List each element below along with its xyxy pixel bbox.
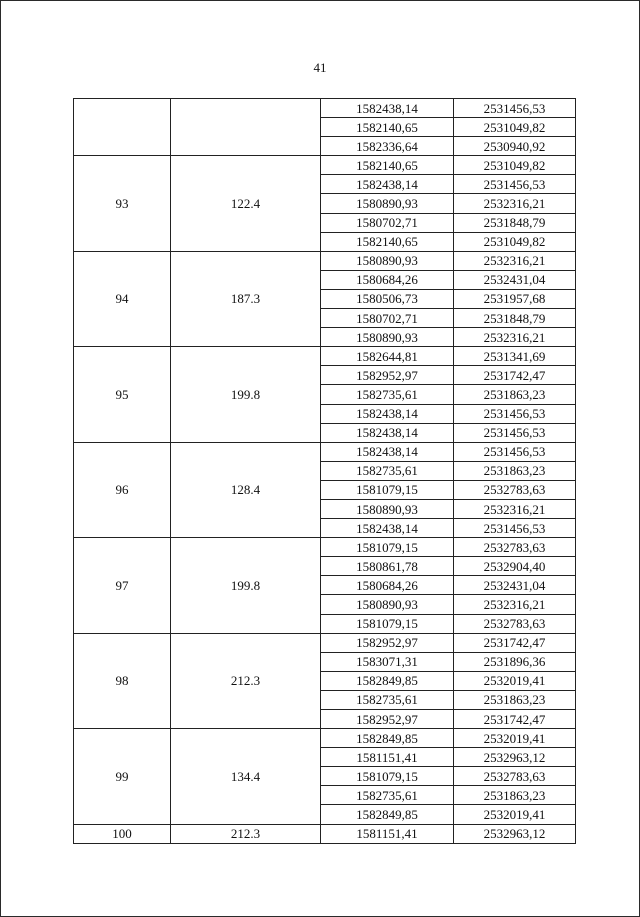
plot-number-cell: 99 <box>74 729 171 824</box>
y-coordinate-cell: 2531742,47 <box>454 366 576 385</box>
x-coordinate-cell: 1582438,14 <box>321 423 454 442</box>
table-row <box>74 824 576 843</box>
x-coordinate-cell: 1582849,85 <box>321 805 454 824</box>
x-coordinate-cell: 1582849,85 <box>321 729 454 748</box>
area-cell: 212.3 <box>171 633 321 728</box>
y-coordinate-cell: 2531863,23 <box>454 690 576 709</box>
x-coordinate-cell: 1582849,85 <box>321 671 454 690</box>
y-coordinate-cell: 2531742,47 <box>454 710 576 729</box>
x-coordinate-cell: 1582438,14 <box>321 404 454 423</box>
y-coordinate-cell: 2531896,36 <box>454 652 576 671</box>
y-coordinate-cell: 2531456,53 <box>454 175 576 194</box>
x-coordinate-cell: 1582438,14 <box>321 442 454 461</box>
table-row <box>74 442 576 461</box>
plot-number-cell: 100 <box>74 824 171 843</box>
y-coordinate-cell: 2531049,82 <box>454 156 576 175</box>
y-coordinate-cell: 2532316,21 <box>454 328 576 347</box>
x-coordinate-cell: 1580861,78 <box>321 557 454 576</box>
x-coordinate-cell: 1582438,14 <box>321 175 454 194</box>
plot-number-cell: 95 <box>74 347 171 442</box>
x-coordinate-cell: 1581079,15 <box>321 538 454 557</box>
y-coordinate-cell: 2532316,21 <box>454 595 576 614</box>
x-coordinate-cell: 1581079,15 <box>321 767 454 786</box>
y-coordinate-cell: 2531456,53 <box>454 404 576 423</box>
x-coordinate-cell: 1580702,71 <box>321 213 454 232</box>
y-coordinate-cell: 2532019,41 <box>454 671 576 690</box>
table-row <box>74 251 576 270</box>
x-coordinate-cell: 1580684,26 <box>321 270 454 289</box>
y-coordinate-cell: 2531456,53 <box>454 99 576 118</box>
table-row <box>74 99 576 118</box>
y-coordinate-cell: 2532431,04 <box>454 270 576 289</box>
table-row <box>74 729 576 748</box>
x-coordinate-cell: 1582438,14 <box>321 519 454 538</box>
y-coordinate-cell: 2532316,21 <box>454 194 576 213</box>
x-coordinate-cell: 1581151,41 <box>321 824 454 843</box>
x-coordinate-cell: 1580702,71 <box>321 309 454 328</box>
plot-number-cell: 93 <box>74 156 171 251</box>
x-coordinate-cell: 1580890,93 <box>321 328 454 347</box>
y-coordinate-cell: 2531848,79 <box>454 309 576 328</box>
y-coordinate-cell: 2531049,82 <box>454 232 576 251</box>
y-coordinate-cell: 2531456,53 <box>454 423 576 442</box>
y-coordinate-cell: 2531742,47 <box>454 633 576 652</box>
x-coordinate-cell: 1582952,97 <box>321 710 454 729</box>
y-coordinate-cell: 2531456,53 <box>454 519 576 538</box>
x-coordinate-cell: 1582336,64 <box>321 137 454 156</box>
x-coordinate-cell: 1582735,61 <box>321 690 454 709</box>
x-coordinate-cell: 1580890,93 <box>321 194 454 213</box>
y-coordinate-cell: 2532963,12 <box>454 824 576 843</box>
x-coordinate-cell: 1581151,41 <box>321 748 454 767</box>
table-row <box>74 538 576 557</box>
x-coordinate-cell: 1582140,65 <box>321 156 454 175</box>
x-coordinate-cell: 1582140,65 <box>321 118 454 137</box>
y-coordinate-cell: 2531456,53 <box>454 442 576 461</box>
area-cell: 128.4 <box>171 442 321 537</box>
x-coordinate-cell: 1582952,97 <box>321 633 454 652</box>
area-cell: 122.4 <box>171 156 321 251</box>
page-number: 41 <box>313 60 327 75</box>
x-coordinate-cell: 1580890,93 <box>321 499 454 518</box>
plot-number-cell: 98 <box>74 633 171 728</box>
area-cell: 187.3 <box>171 251 321 346</box>
x-coordinate-cell: 1581079,15 <box>321 614 454 633</box>
y-coordinate-cell: 2532316,21 <box>454 251 576 270</box>
x-coordinate-cell: 1583071,31 <box>321 652 454 671</box>
y-coordinate-cell: 2532431,04 <box>454 576 576 595</box>
area-cell: 134.4 <box>171 729 321 824</box>
x-coordinate-cell: 1580890,93 <box>321 595 454 614</box>
y-coordinate-cell: 2530940,92 <box>454 137 576 156</box>
y-coordinate-cell: 2532783,63 <box>454 767 576 786</box>
y-coordinate-cell: 2531863,23 <box>454 786 576 805</box>
y-coordinate-cell: 2532963,12 <box>454 748 576 767</box>
y-coordinate-cell: 2532783,63 <box>454 480 576 499</box>
table-row <box>74 156 576 175</box>
area-cell: 199.8 <box>171 347 321 442</box>
x-coordinate-cell: 1582735,61 <box>321 461 454 480</box>
y-coordinate-cell: 2532783,63 <box>454 538 576 557</box>
y-coordinate-cell: 2532316,21 <box>454 499 576 518</box>
x-coordinate-cell: 1582735,61 <box>321 786 454 805</box>
x-coordinate-cell: 1580506,73 <box>321 289 454 308</box>
coordinates-table-body <box>74 99 576 844</box>
table-row <box>74 633 576 652</box>
plot-number-cell <box>74 99 171 156</box>
x-coordinate-cell: 1582735,61 <box>321 385 454 404</box>
coordinates-table <box>73 98 576 844</box>
plot-number-cell: 96 <box>74 442 171 537</box>
y-coordinate-cell: 2531863,23 <box>454 461 576 480</box>
y-coordinate-cell: 2532019,41 <box>454 805 576 824</box>
area-cell <box>171 99 321 156</box>
y-coordinate-cell: 2531957,68 <box>454 289 576 308</box>
y-coordinate-cell: 2531863,23 <box>454 385 576 404</box>
y-coordinate-cell: 2531341,69 <box>454 347 576 366</box>
x-coordinate-cell: 1582952,97 <box>321 366 454 385</box>
x-coordinate-cell: 1580890,93 <box>321 251 454 270</box>
y-coordinate-cell: 2531848,79 <box>454 213 576 232</box>
x-coordinate-cell: 1580684,26 <box>321 576 454 595</box>
x-coordinate-cell: 1581079,15 <box>321 480 454 499</box>
y-coordinate-cell: 2531049,82 <box>454 118 576 137</box>
x-coordinate-cell: 1582644,81 <box>321 347 454 366</box>
area-cell: 199.8 <box>171 538 321 633</box>
plot-number-cell: 94 <box>74 251 171 346</box>
x-coordinate-cell: 1582140,65 <box>321 232 454 251</box>
y-coordinate-cell: 2532904,40 <box>454 557 576 576</box>
area-cell: 212.3 <box>171 824 321 843</box>
y-coordinate-cell: 2532019,41 <box>454 729 576 748</box>
y-coordinate-cell: 2532783,63 <box>454 614 576 633</box>
plot-number-cell: 97 <box>74 538 171 633</box>
x-coordinate-cell: 1582438,14 <box>321 99 454 118</box>
table-row <box>74 347 576 366</box>
